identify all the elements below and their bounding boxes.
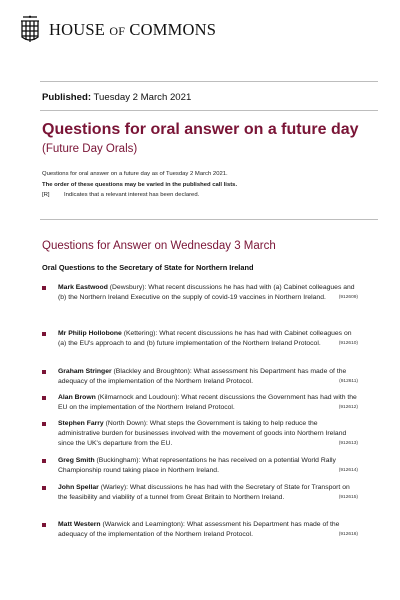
- document-title: Questions for oral answer on a future day: [42, 121, 359, 138]
- member-constituency: (Warley):: [100, 484, 128, 491]
- member-name: Greg Smith: [58, 457, 95, 464]
- member-constituency: (North Down):: [105, 420, 148, 427]
- question-text: What assessment his Department has made of the adequacy of the implementation of the Northern Ireland Protocol.: [58, 368, 347, 385]
- question-text: What recent discussions the Government has had with the EU on the implementation of the Northern Ireland Protocol.: [58, 394, 357, 411]
- question-ref: (912613): [338, 440, 358, 446]
- questions-list: [42, 283, 358, 544]
- question-text: What recent discussions he has had with (a) Cabinet colleagues and (b) the Northern Ireland Executive on the supply of covid-19 vaccines in Northern Ireland.: [58, 284, 355, 301]
- intro-line-1: Questions for oral answer on a future day as of Tuesday 2 March 2021.: [42, 171, 228, 177]
- wordmark-of: OF: [109, 24, 126, 38]
- divider-published: [40, 110, 378, 111]
- bullet-marker: [42, 523, 46, 527]
- relevant-interest-marker: [R]: [42, 192, 50, 198]
- question-text: What assessment his Department has made of the adequacy of the implementation of the Northern Ireland Protocol.: [58, 521, 340, 538]
- member-name: Alan Brown: [58, 394, 96, 401]
- section-heading: Questions for Answer on Wednesday 3 March: [42, 240, 276, 252]
- question-text: What steps the Government is taking to help reduce the administrative burden for businesses involved with the movement of goods into Northern Ireland since the UK's departure from the EU.: [58, 420, 347, 447]
- bullet-marker: [42, 396, 46, 400]
- question-text: What recent discussions he has had with Cabinet colleagues on (a) the EU's approach to and (b) future implementation of the Northern Ireland Protocol.: [58, 330, 352, 347]
- relevant-interest-text: Indicates that a relevant interest has been declared.: [64, 192, 200, 198]
- intro-line-2: The order of these questions may be varied in the published call lists.: [42, 181, 238, 188]
- bullet-marker: [42, 486, 46, 490]
- wordmark-house: HOUSE: [49, 20, 106, 39]
- question-ref: (912611): [339, 378, 358, 384]
- question-item: [42, 393, 358, 419]
- member-name: Graham Stringer: [58, 368, 112, 375]
- question-ref: (912616): [338, 531, 358, 537]
- bullet-marker: [42, 332, 46, 336]
- published-label: Published:: [42, 92, 92, 103]
- wordmark-commons: COMMONS: [129, 20, 217, 39]
- member-constituency: (Kettering):: [123, 330, 158, 337]
- member-constituency: (Blackley and Broughton):: [113, 368, 192, 375]
- member-constituency: (Kilmarnock and Loudoun):: [97, 394, 180, 401]
- question-item: [42, 456, 358, 483]
- document-subtitle: (Future Day Orals): [42, 143, 138, 155]
- published-date: Tuesday 2 March 2021: [93, 92, 192, 103]
- question-item: [42, 283, 358, 329]
- page-header: [17, 10, 216, 50]
- question-ref: (912609): [338, 294, 358, 300]
- member-name: Matt Western: [58, 521, 101, 528]
- member-name: Mr Philip Hollobone: [58, 330, 122, 337]
- question-item: [42, 367, 358, 393]
- divider-top: [40, 81, 378, 82]
- bullet-marker: [42, 422, 46, 426]
- bullet-marker: [42, 370, 46, 374]
- question-ref: (912615): [338, 494, 358, 500]
- question-text: What representations he has received on a potential World Rally Championship round taking place in Northern Ireland.: [58, 457, 336, 474]
- member-constituency: (Dewsbury):: [109, 284, 147, 291]
- intro-notes: [42, 169, 237, 201]
- portcullis-icon: [17, 15, 43, 45]
- section-subheading: Oral Questions to the Secretary of State for Northern Ireland: [42, 263, 254, 272]
- question-ref: (912614): [338, 467, 358, 473]
- divider-intro: [40, 219, 378, 220]
- question-item: [42, 329, 358, 367]
- bullet-marker: [42, 286, 46, 290]
- question-text: What discussions he has had with the Secretary of State for Transport on the feasibility and viability of a tunnel from Great Britain to Northern Ireland.: [58, 484, 350, 501]
- member-name: Mark Eastwood: [58, 284, 108, 291]
- member-constituency: (Buckingham):: [96, 457, 141, 464]
- member-name: John Spellar: [58, 484, 99, 491]
- member-name: Stephen Farry: [58, 420, 104, 427]
- bullet-marker: [42, 459, 46, 463]
- house-of-commons-wordmark: [49, 20, 216, 40]
- question-item: [42, 419, 358, 456]
- question-ref: (912612): [338, 404, 358, 410]
- question-item: [42, 483, 358, 520]
- question-item: [42, 520, 358, 544]
- question-ref: (912610): [338, 340, 358, 346]
- published-line: [42, 92, 191, 103]
- member-constituency: (Warwick and Leamington):: [102, 521, 185, 528]
- intro-line-3: [42, 190, 237, 201]
